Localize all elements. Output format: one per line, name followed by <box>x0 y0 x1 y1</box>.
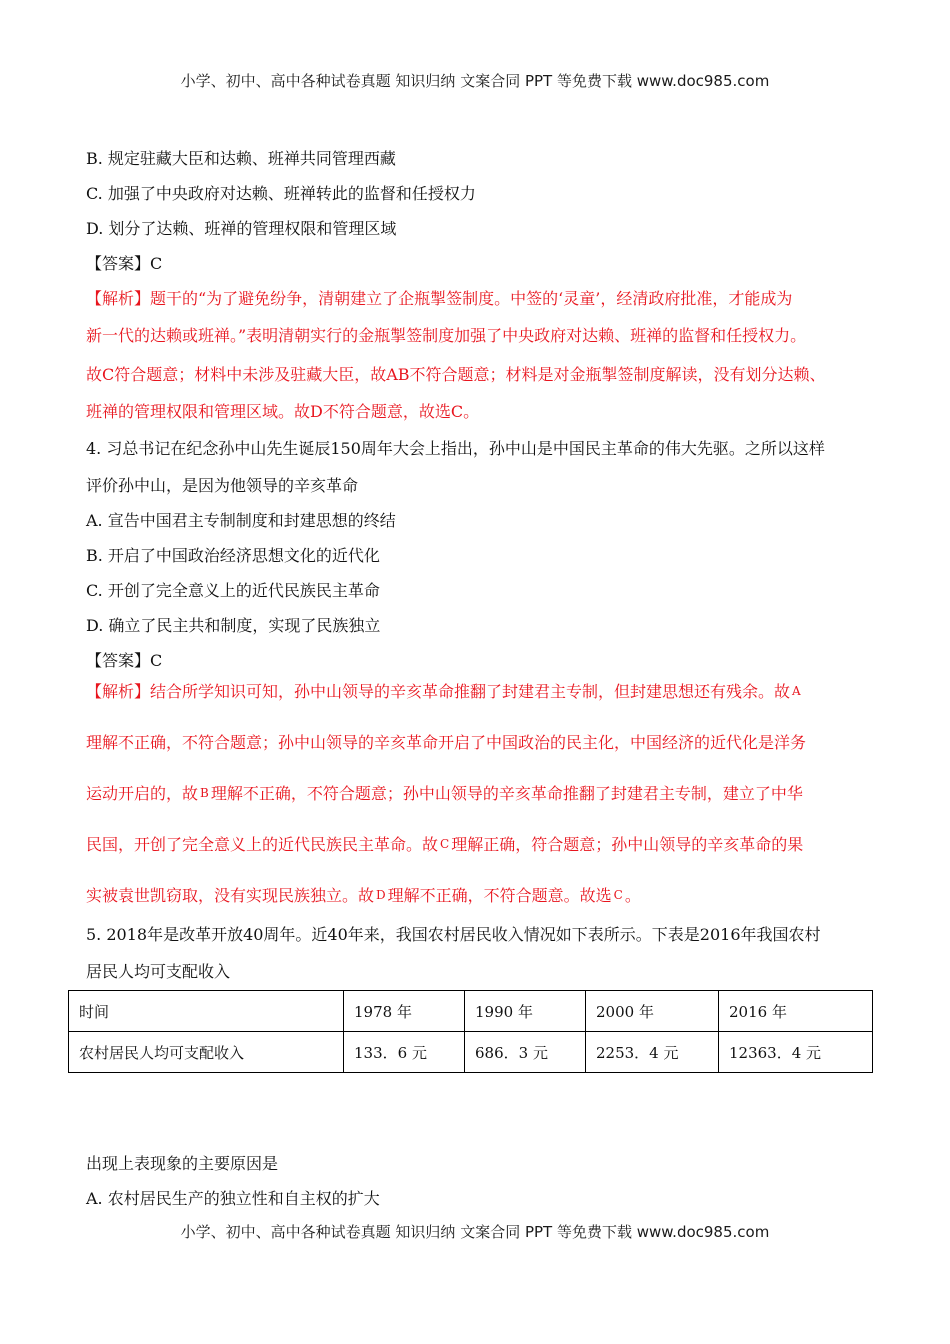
q4-analysis-text: 理解正确，符合题意；孙中山领导的辛亥革命的果 <box>451 835 804 854</box>
table-header-cell: 1990 年 <box>465 991 586 1032</box>
q4-analysis-text: 理解不正确，不符合题意。故选 <box>387 886 612 905</box>
q4-analysis-text: 【解析】结合所学知识可知，孙中山领导的辛亥革命推翻了封建君主专制，但封建思想还有残余。故 <box>86 682 791 701</box>
q5-stem-line: 5. 2018年是改革开放40周年。近40年来，我国农村居民收入情况如下表所示。下表是2016年我国农村 <box>86 925 821 944</box>
q4-answer: 【答案】C <box>86 651 163 670</box>
q4-analysis-letter: D <box>376 888 386 902</box>
income-table <box>68 990 873 1073</box>
q5-stem-line: 居民人均可支配收入 <box>86 962 231 981</box>
table-header-cell: 时间 <box>69 991 344 1032</box>
table-cell: 133．6 元 <box>344 1032 465 1073</box>
q4-option-a: A. 宣告中国君主专制制度和封建思想的终结 <box>86 511 396 530</box>
q4-analysis-letter: C <box>440 837 450 851</box>
table-row <box>69 1032 873 1073</box>
page-header: 小学、初中、高中各种试卷真题 知识归纳 文案合同 PPT 等免费下载 www.doc985.com <box>180 72 770 90</box>
q4-analysis-text: 实被袁世凯窃取，没有实现民族独立。故 <box>86 886 375 905</box>
q4-option-b: B. 开启了中国政治经济思想文化的近代化 <box>86 546 380 565</box>
q5-question: 出现上表现象的主要原因是 <box>86 1154 279 1173</box>
q4-analysis-line <box>86 832 803 855</box>
q3-analysis-line: 班禅的管理权限和管理区域。故D不符合题意，故选C。 <box>86 402 480 421</box>
q4-analysis-letter: C <box>613 888 623 902</box>
q4-analysis-text: 理解不正确，不符合题意；孙中山领导的辛亥革命推翻了封建君主专制，建立了中华 <box>210 784 803 803</box>
q4-analysis-line <box>86 781 803 804</box>
q4-analysis-line: 理解不正确，不符合题意；孙中山领导的辛亥革命开启了中国政治的民主化，中国经济的近代化是洋务 <box>86 733 807 752</box>
q4-option-d: D. 确立了民主共和制度，实现了民族独立 <box>86 616 381 635</box>
table-header-row <box>69 991 873 1032</box>
q4-stem-line: 4. 习总书记在纪念孙中山先生诞辰150周年大会上指出，孙中山是中国民主革命的伟大先驱。之所以这样 <box>86 439 825 458</box>
q3-answer: 【答案】C <box>86 254 163 273</box>
q4-analysis-text: 。 <box>624 886 641 905</box>
table-header-cell: 1978 年 <box>344 991 465 1032</box>
table-header-cell: 2000 年 <box>586 991 719 1032</box>
table-cell: 686．3 元 <box>465 1032 586 1073</box>
q4-analysis-line <box>86 883 641 906</box>
page-footer: 小学、初中、高中各种试卷真题 知识归纳 文案合同 PPT 等免费下载 www.doc985.com <box>180 1223 770 1241</box>
q3-analysis-line: 【解析】题干的“为了避免纷争，清朝建立了企瓶掣签制度。中签的‘灵童’，经清政府批准，才能成为 <box>86 289 793 308</box>
table-cell: 2253．4 元 <box>586 1032 719 1073</box>
q4-option-c: C. 开创了完全意义上的近代民族民主革命 <box>86 581 380 600</box>
q3-option-d: D. 划分了达赖、班禅的管理权限和管理区域 <box>86 219 397 238</box>
q5-option-a: A. 农村居民生产的独立性和自主权的扩大 <box>86 1189 380 1208</box>
q4-analysis-letter: A <box>792 684 801 698</box>
q3-analysis-line: 新一代的达赖或班禅。”表明清朝实行的金瓶掣签制度加强了中央政府对达赖、班禅的监督和任授权力。 <box>86 326 807 345</box>
q3-option-c: C. 加强了中央政府对达赖、班禅转此的监督和任授权力 <box>86 184 476 203</box>
q4-analysis-text: 运动开启的，故 <box>86 784 199 803</box>
table-cell: 12363．4 元 <box>719 1032 873 1073</box>
q3-analysis-line: 故C符合题意；材料中未涉及驻藏大臣，故AB不符合题意；材料是对金瓶掣签制度解读，没有划分达赖、 <box>86 365 826 384</box>
table-cell: 农村居民人均可支配收入 <box>69 1032 344 1073</box>
q4-analysis-line <box>86 679 803 702</box>
table-header-cell: 2016 年 <box>719 991 873 1032</box>
q3-option-b: B. 规定驻藏大臣和达赖、班禅共同管理西藏 <box>86 149 396 168</box>
q4-analysis-text: 民国，开创了完全意义上的近代民族民主革命。故 <box>86 835 439 854</box>
q4-analysis-letter: B <box>200 786 209 800</box>
q4-stem-line: 评价孙中山，是因为他领导的辛亥革命 <box>86 476 359 495</box>
